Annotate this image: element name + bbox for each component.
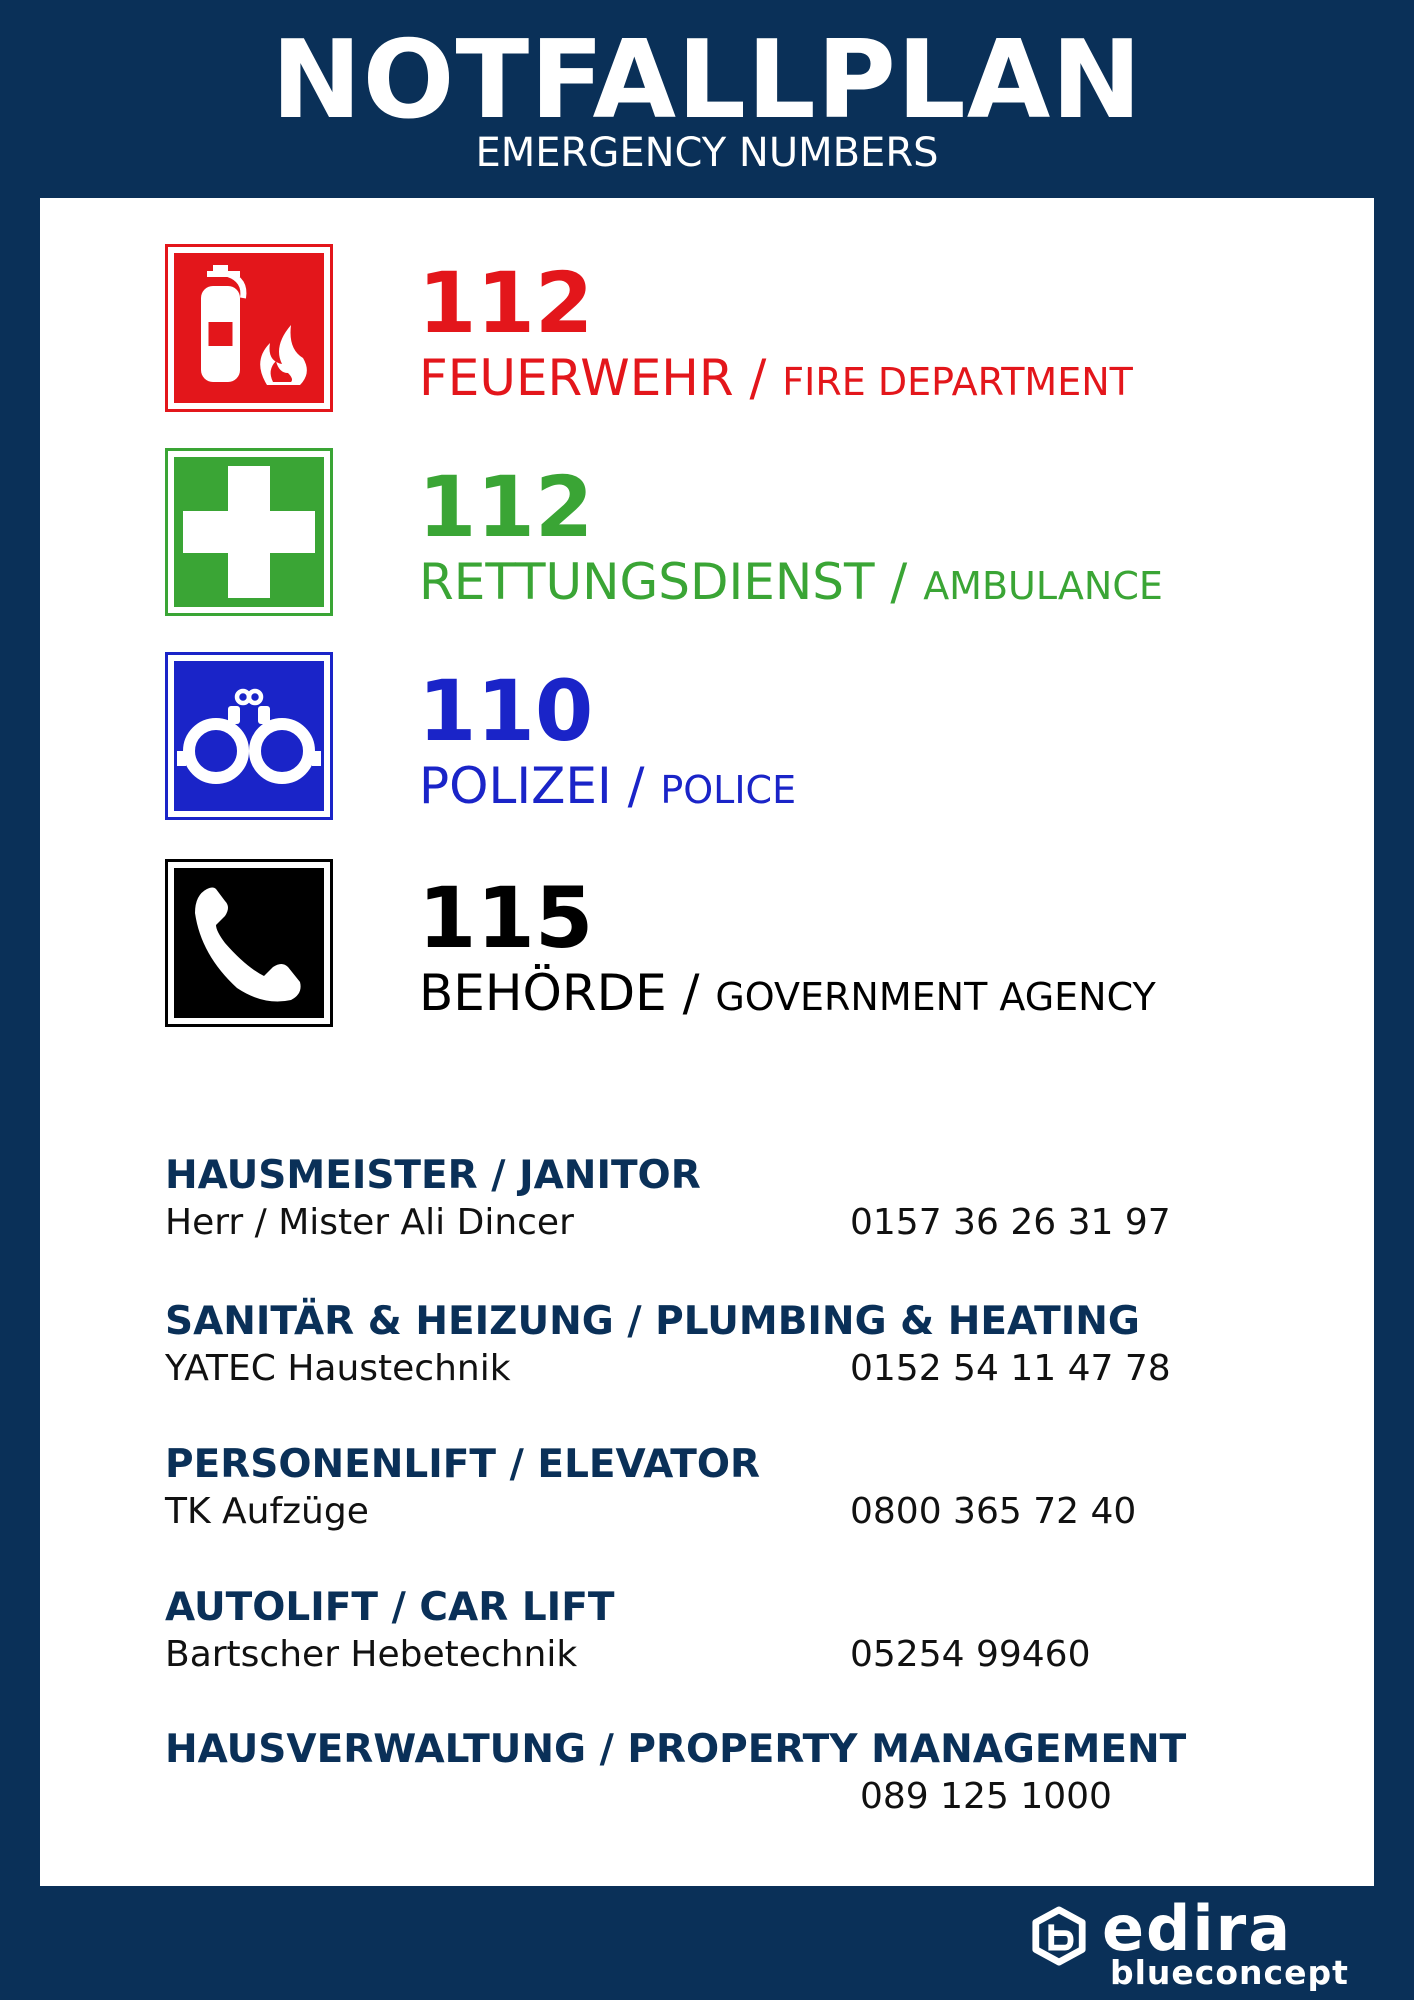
emergency-label bbox=[419, 552, 1163, 616]
emergency-ambulance bbox=[165, 448, 1315, 618]
contact-title: HAUSMEISTER / JANITOR bbox=[165, 1153, 701, 1198]
edira-logo-icon bbox=[1030, 1906, 1088, 1966]
police-sign bbox=[165, 652, 333, 820]
label-de: BEHÖRDE / bbox=[419, 964, 716, 1022]
contact-phone: 0800 365 72 40 bbox=[850, 1491, 1137, 1532]
contact-plumbing bbox=[165, 1298, 1315, 1392]
page-title: NOTFALLPLAN bbox=[271, 18, 1143, 143]
emergency-label bbox=[419, 963, 1156, 1027]
page-subtitle: EMERGENCY NUMBERS bbox=[475, 130, 939, 176]
label-de: RETTUNGSDIENST / bbox=[419, 553, 924, 611]
first-aid-cross-icon bbox=[174, 457, 324, 607]
emergency-fire bbox=[165, 244, 1315, 414]
contact-name: Herr / Mister Ali Dincer bbox=[165, 1202, 574, 1243]
contact-title: AUTOLIFT / CAR LIFT bbox=[165, 1585, 615, 1630]
contact-janitor bbox=[165, 1152, 1315, 1246]
label-en: FIRE DEPARTMENT bbox=[782, 360, 1133, 404]
emergency-label bbox=[419, 348, 1133, 412]
contact-title: SANITÄR & HEIZUNG / PLUMBING & HEATING bbox=[165, 1299, 1140, 1344]
contact-elevator bbox=[165, 1441, 1315, 1535]
label-en: POLICE bbox=[660, 768, 797, 812]
emergency-number: 115 bbox=[418, 869, 594, 967]
handcuffs-icon bbox=[174, 661, 324, 811]
contact-property-management bbox=[165, 1726, 1315, 1820]
emergency-number: 112 bbox=[418, 458, 594, 556]
brand-logo bbox=[1030, 1892, 1380, 1992]
emergency-number: 110 bbox=[418, 662, 594, 760]
contact-name: Bartscher Hebetechnik bbox=[165, 1634, 578, 1675]
telephone-icon bbox=[174, 868, 324, 1018]
label-de: FEUERWEHR / bbox=[419, 349, 783, 407]
contact-phone: 05254 99460 bbox=[850, 1634, 1091, 1675]
emergency-government bbox=[165, 859, 1315, 1029]
contact-name: YATEC Haustechnik bbox=[165, 1348, 511, 1389]
contact-title: HAUSVERWALTUNG / PROPERTY MANAGEMENT bbox=[165, 1727, 1187, 1772]
contact-name: TK Aufzüge bbox=[165, 1491, 369, 1532]
label-en: AMBULANCE bbox=[923, 564, 1163, 608]
fire-sign bbox=[165, 244, 333, 412]
contact-phone: 089 125 1000 bbox=[860, 1776, 1112, 1817]
contact-phone: 0152 54 11 47 78 bbox=[850, 1348, 1171, 1389]
emergency-number: 112 bbox=[418, 254, 594, 352]
contact-phone: 0157 36 26 31 97 bbox=[850, 1202, 1171, 1243]
logo-word-edira: edira bbox=[1102, 1892, 1293, 1965]
emergency-police bbox=[165, 652, 1315, 822]
content-panel bbox=[40, 198, 1374, 1886]
contact-title: PERSONENLIFT / ELEVATOR bbox=[165, 1442, 761, 1487]
ambulance-sign bbox=[165, 448, 333, 616]
emergency-label bbox=[419, 756, 796, 820]
fire-extinguisher-icon bbox=[174, 253, 324, 403]
contact-car-lift bbox=[165, 1584, 1315, 1678]
label-de: POLIZEI / bbox=[419, 757, 661, 815]
label-en: GOVERNMENT AGENCY bbox=[715, 975, 1156, 1019]
government-sign bbox=[165, 859, 333, 1027]
logo-word-blueconcept: blueconcept bbox=[1110, 1953, 1349, 1992]
